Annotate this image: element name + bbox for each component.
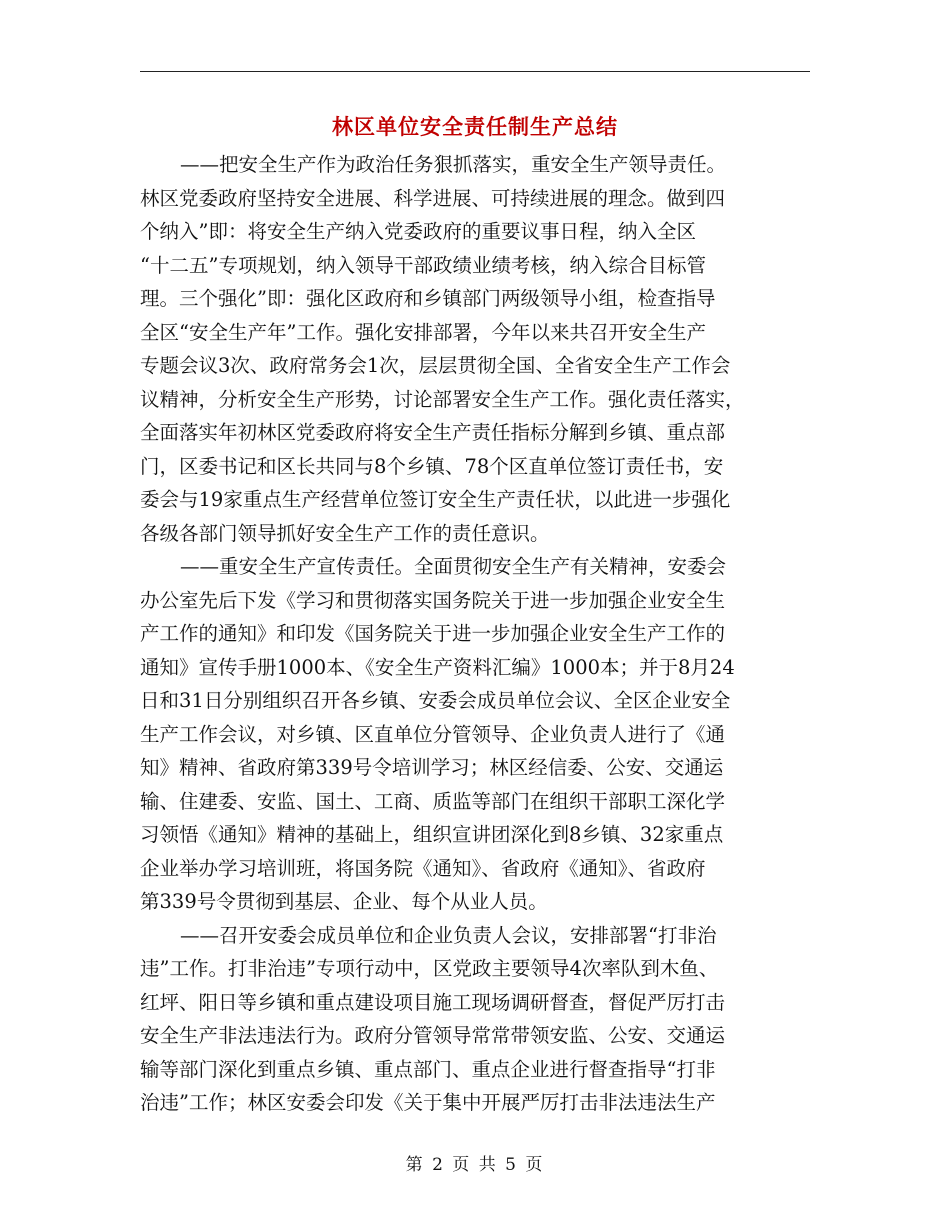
paragraph-line: 生产工作会议，对乡镇、区直单位分管领导、企业负责人进行了《通 [140, 722, 726, 746]
paragraph-line: 输、住建委、安监、国土、工商、质监等部门在组织干部职工深化学 [140, 789, 726, 813]
paragraph-line: 全区“安全生产年”工作。强化安排部署，今年以来共召开安全生产 [140, 320, 706, 344]
paragraph-line: 产工作的通知》和印发《国务院关于进一步加强企业安全生产工作的 [140, 622, 726, 645]
paragraph-line: 办公室先后下发《学习和贯彻落实国务院关于进一步加强企业安全生 [140, 588, 726, 612]
paragraph-line: 个纳入”即：将安全生产纳入党委政府的重要议事日程，纳入全区 [140, 220, 696, 243]
document-title: 林区单位安全责任制生产总结 [332, 114, 618, 139]
paragraph-line: 门，区委书记和区长共同与8个乡镇、78个区直单位签订责任书，安 [140, 454, 724, 478]
paragraph-line: 企业举办学习培训班，将国务院《通知》、省政府《通知》、省政府 [140, 856, 706, 880]
paragraph-line: 习领悟《通知》精神的基础上，组织宣讲团深化到8乡镇、32家重点 [140, 823, 724, 846]
paragraph-line: 委会与19家重点生产经营单位签订安全生产责任状，以此进一步强化 [140, 488, 731, 511]
paragraph-line: 第339号令贯彻到基层、企业、每个从业人员。 [140, 890, 548, 913]
paragraph-line: 通知》宣传手册1000本、《安全生产资料汇编》1000本；并于8月24 [140, 655, 735, 679]
page-number: 第 2 页 共 5 页 [405, 1155, 545, 1175]
paragraph-line: ——召开安委会成员单位和企业负责人会议，安排部署“打非治 [180, 923, 717, 947]
paragraph-line: 输等部门深化到重点乡镇、重点部门、重点企业进行督查指导“打非 [140, 1057, 716, 1081]
paragraph-line: 治违”工作；林区安委会印发《关于集中开展严厉打击非法违法生产 [140, 1091, 716, 1114]
paragraph-line: 红坪、阳日等乡镇和重点建设项目施工现场调研督查，督促严厉打击 [140, 990, 726, 1014]
paragraph-line: “十二五”专项规划，纳入领导干部政绩业绩考核，纳入综合目标管 [140, 253, 706, 277]
paragraph-line: 日和31日分别组织召开各乡镇、安委会成员单位会议、全区企业安全 [140, 689, 731, 712]
paragraph-line: 林区党委政府坚持安全进展、科学进展、可持续进展的理念。做到四 [140, 186, 726, 210]
paragraph-line: 专题会议3次、政府常务会1次，层层贯彻全国、全省安全生产工作会 [140, 354, 731, 377]
paragraph-line: ——把安全生产作为政治任务狠抓落实，重安全生产领导责任。 [180, 153, 727, 176]
header-rule [140, 71, 810, 72]
paragraph-line: 安全生产非法违法行为。政府分管领导常常带领安监、公安、交通运 [140, 1024, 726, 1047]
paragraph-line: 知》精神、省政府第339号令培训学习；林区经信委、公安、交通运 [140, 756, 724, 779]
paragraph-line: 理。三个强化”即：强化区政府和乡镇部门两级领导小组，检查指导 [140, 287, 716, 310]
paragraph-line: 全面落实年初林区党委政府将安全生产责任指标分解到乡镇、重点部 [140, 421, 726, 444]
document-body [140, 148, 810, 1120]
paragraph-line: ——重安全生产宣传责任。全面贯彻安全生产有关精神，安委会 [180, 555, 727, 578]
paragraph-line: 违”工作。打非治违”专项行动中，区党政主要领导4次率队到木鱼、 [140, 957, 719, 980]
paragraph-line: 各级各部门领导抓好安全生产工作的责任意识。 [140, 521, 550, 545]
paragraph-line: 议精神，分析安全生产形势，讨论部署安全生产工作。强化责任落实， [140, 387, 745, 411]
